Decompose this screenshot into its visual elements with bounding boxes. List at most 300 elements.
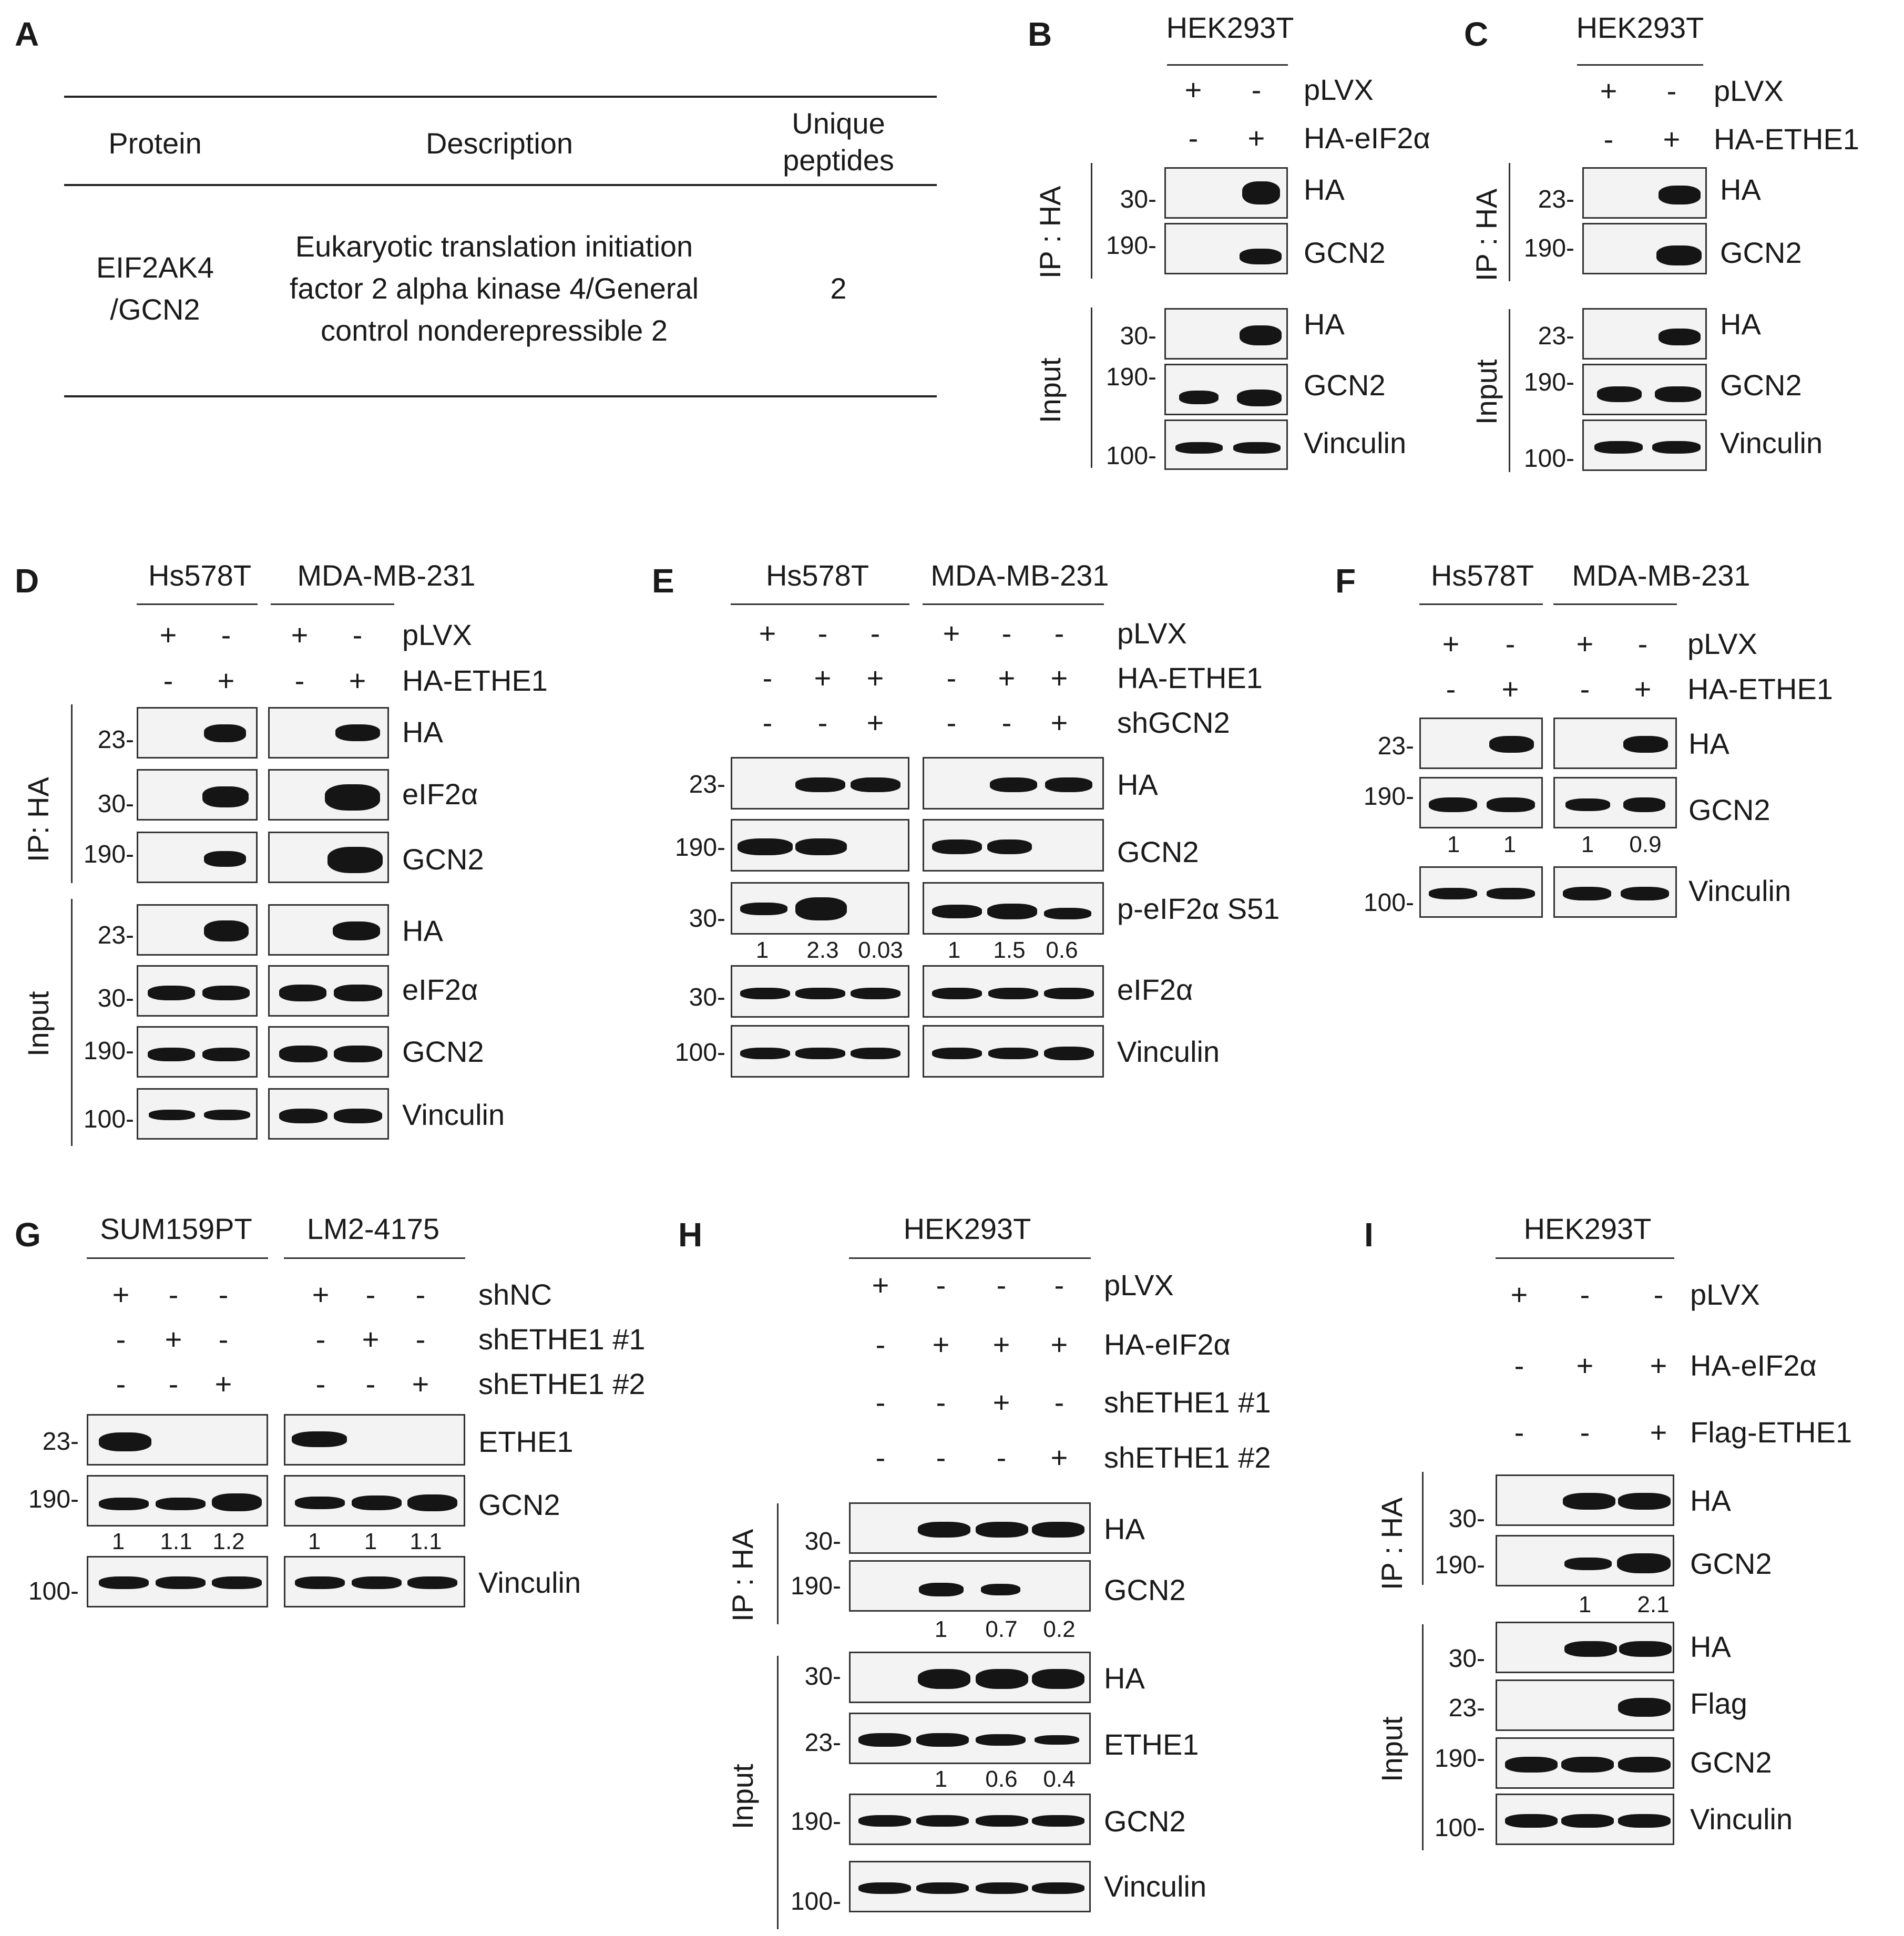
sign: +: [1442, 627, 1460, 660]
sign: -: [1188, 121, 1199, 155]
mw-marker: 30-: [1120, 322, 1156, 350]
treatment-shgcn2: shGCN2: [1117, 706, 1230, 739]
sign: +: [759, 617, 776, 650]
table-cell-protein-1: EIF2AK4: [96, 251, 214, 284]
cell-line-underline: [1167, 64, 1288, 66]
input-label: Input: [726, 1764, 759, 1829]
sign: -: [936, 1386, 946, 1419]
quant-value: 1: [934, 1766, 948, 1792]
mw-marker: 190-: [28, 1486, 79, 1513]
sign: -: [996, 1441, 1007, 1474]
cell-line-underline: [1419, 603, 1543, 605]
blot-ha-mda: [1553, 718, 1677, 769]
mw-marker: 190-: [1363, 783, 1414, 811]
blot-label-peif2a: p-eIF2α S51: [1117, 892, 1280, 925]
quant-value: 1: [755, 937, 769, 963]
sign: -: [1054, 617, 1064, 650]
table-cell-description-2: factor 2 alpha kinase 4/General: [289, 272, 699, 305]
sign: +: [1650, 1416, 1667, 1449]
mw-marker: 190-: [83, 1037, 134, 1065]
mw-marker: 30-: [804, 1528, 841, 1555]
sign: -: [365, 1278, 376, 1311]
mw-marker: 190-: [1105, 232, 1156, 260]
sign: -: [936, 1441, 946, 1474]
sign: -: [415, 1323, 426, 1356]
blot-label-ha: HA: [1688, 727, 1729, 760]
mw-marker: 23-: [97, 921, 134, 949]
sign: -: [294, 664, 305, 697]
sign: +: [312, 1278, 330, 1311]
mw-marker: 23-: [1448, 1694, 1485, 1722]
sign: -: [936, 1268, 946, 1302]
panel-label-i: I: [1364, 1216, 1374, 1254]
cell-line-label: MDA-MB-231: [1572, 559, 1751, 592]
sign: -: [1514, 1349, 1524, 1382]
mw-marker: 23-: [42, 1428, 79, 1456]
blot-label-vinculin: Vinculin: [1117, 1035, 1220, 1068]
blot-ip-ha: [1496, 1474, 1674, 1526]
blot-ip-ha-hs578t: [137, 707, 258, 759]
cell-line-label: Hs578T: [765, 559, 869, 592]
sign: -: [875, 1328, 886, 1361]
treatment-plvx: pLVX: [1117, 617, 1187, 650]
blot-label-ha: HA: [1117, 768, 1158, 801]
blot-label-ha: HA: [1720, 308, 1761, 341]
cell-line-underline: [284, 1257, 465, 1259]
cell-line-underline: [271, 603, 394, 605]
treatment-plvx: pLVX: [1690, 1278, 1760, 1311]
sign: -: [1603, 122, 1614, 156]
quant-value: 1.1: [160, 1529, 192, 1554]
sign: -: [1580, 1416, 1590, 1449]
quant-value: 0.6: [985, 1766, 1018, 1792]
quant-value: 1: [1581, 832, 1594, 857]
blot-label-gcn2: GCN2: [402, 1035, 484, 1068]
sign: +: [1634, 672, 1652, 705]
sign: -: [415, 1278, 426, 1311]
sign: +: [112, 1278, 130, 1311]
sign: -: [870, 617, 881, 650]
sign: -: [1001, 706, 1012, 739]
blot-vinculin-mda: [923, 1025, 1104, 1078]
blot-label-ha: HA: [1690, 1630, 1731, 1663]
sign: +: [1050, 706, 1068, 739]
sign: -: [116, 1367, 126, 1400]
cell-line-label: HEK293T: [903, 1212, 1031, 1245]
cell-line-label: LM2-4175: [306, 1212, 440, 1245]
blot-input-vinculin: [849, 1861, 1091, 1912]
sign: -: [218, 1323, 229, 1356]
blot-gcn2-hs578t: [731, 819, 909, 872]
blot-label-ha: HA: [1690, 1484, 1731, 1517]
blot-vinculin-mda: [1553, 866, 1677, 918]
cell-line-underline: [923, 603, 1104, 605]
sign: -: [1637, 627, 1648, 660]
sign: -: [762, 706, 773, 739]
table-header-protein: Protein: [108, 127, 202, 160]
mw-marker: 100-: [1363, 889, 1414, 917]
sign: -: [1580, 672, 1590, 705]
sign: -: [817, 706, 828, 739]
sign: +: [992, 1386, 1010, 1419]
blot-label-gcn2: GCN2: [1304, 236, 1386, 269]
blot-ha-hs578t: [731, 757, 909, 810]
mw-marker: 23-: [1538, 322, 1574, 350]
sign: +: [214, 1367, 232, 1400]
treatment-shnc: shNC: [478, 1278, 552, 1311]
blot-input-ha-hs578t: [137, 904, 258, 956]
sign: +: [1501, 672, 1519, 705]
sign: -: [1251, 73, 1262, 106]
cell-line-label: HEK293T: [1166, 11, 1294, 44]
sign: +: [412, 1367, 429, 1400]
blot-input-gcn2: [1582, 364, 1707, 415]
blot-input-gcn2: [1164, 364, 1288, 415]
blot-label-gcn2: GCN2: [1688, 793, 1770, 826]
treatment-shethe1-1: shETHE1 #1: [478, 1323, 646, 1356]
quant-value: 2.1: [1637, 1592, 1670, 1617]
table-header-rule: [64, 184, 937, 186]
ip-ha-label: IP : HA: [726, 1529, 759, 1622]
sign: +: [1576, 627, 1594, 660]
treatment-ha-eif2a: HA-eIF2α: [1690, 1349, 1817, 1382]
blot-ha-mda: [923, 757, 1104, 810]
sign: -: [221, 618, 231, 651]
mw-marker: 30-: [804, 1663, 841, 1691]
blot-input-flag: [1496, 1679, 1674, 1731]
mw-marker: 23-: [1538, 186, 1574, 213]
mw-marker: 100-: [790, 1888, 841, 1915]
ip-ha-label: IP : HA: [1033, 186, 1067, 279]
blot-ethe1-lm2: [284, 1414, 465, 1466]
treatment-shethe1-2: shETHE1 #2: [478, 1367, 646, 1400]
blot-input-ha: [1496, 1622, 1674, 1673]
sign: +: [1050, 1328, 1068, 1361]
sign: +: [872, 1268, 889, 1302]
quant-value: 1: [1447, 832, 1460, 857]
blot-input-vinculin-mda: [268, 1088, 389, 1140]
cell-line-underline: [87, 1257, 268, 1259]
quant-value: 1: [111, 1529, 125, 1554]
blot-label-gcn2: GCN2: [1720, 236, 1802, 269]
input-label: Input: [22, 991, 55, 1057]
mw-marker: 23-: [689, 771, 725, 798]
blot-input-gcn2-mda: [268, 1026, 389, 1078]
blot-ip-gcn2-hs578t: [137, 832, 258, 883]
cell-line-label: Hs578T: [148, 559, 252, 592]
quant-value: 1: [364, 1529, 377, 1554]
blot-ip-gcn2: [1582, 223, 1707, 274]
blot-label-vinculin: Vinculin: [1720, 426, 1823, 459]
sign: +: [1650, 1349, 1667, 1382]
mw-marker: 30-: [689, 984, 725, 1011]
mw-marker: 100-: [83, 1105, 134, 1133]
blot-label-gcn2: GCN2: [1690, 1746, 1772, 1779]
sign: -: [352, 618, 363, 651]
cell-line-underline: [1577, 64, 1703, 66]
treatment-plvx: pLVX: [1687, 627, 1757, 660]
sign: -: [1054, 1268, 1064, 1302]
cell-line-label: HEK293T: [1576, 11, 1704, 44]
mw-marker: 100-: [674, 1039, 725, 1067]
sign: +: [1663, 122, 1681, 156]
mw-marker: 30-: [1120, 186, 1156, 213]
table-bottom-rule: [64, 395, 937, 397]
cell-line-underline: [137, 603, 258, 605]
ip-bracket: [1509, 163, 1510, 281]
cell-line-label: MDA-MB-231: [297, 559, 476, 592]
blot-label-ha: HA: [1720, 173, 1761, 206]
sign: -: [168, 1367, 179, 1400]
mw-marker: 190-: [1105, 363, 1156, 391]
blot-label-eif2a: eIF2α: [402, 777, 478, 811]
sign: +: [932, 1328, 950, 1361]
quant-value: 0.2: [1043, 1616, 1076, 1642]
treatment-shethe1-1: shETHE1 #1: [1104, 1386, 1271, 1419]
blot-peif2a-hs578t: [731, 882, 909, 935]
sign: -: [218, 1278, 229, 1311]
blot-input-vinculin-hs578t: [137, 1088, 258, 1140]
sign: +: [349, 664, 366, 697]
mw-marker: 190-: [1523, 234, 1574, 262]
mw-marker: 23-: [804, 1729, 841, 1757]
blot-input-vinculin: [1496, 1794, 1674, 1845]
blot-ha-hs578t: [1419, 718, 1543, 769]
ip-ha-label: IP: HA: [22, 777, 55, 862]
ip-bracket: [777, 1503, 779, 1624]
quant-value: 0.9: [1629, 832, 1662, 857]
mw-marker: 100-: [1434, 1814, 1485, 1842]
sign: +: [1600, 74, 1618, 107]
quant-value: 1: [934, 1616, 948, 1642]
sign: -: [817, 617, 828, 650]
blot-input-ethe1: [849, 1713, 1091, 1764]
quant-value: 1: [947, 937, 961, 963]
sign: -: [315, 1367, 326, 1400]
cell-line-underline: [1553, 603, 1677, 605]
blot-input-vinculin: [1582, 419, 1707, 471]
blot-input-gcn2: [849, 1794, 1091, 1845]
sign: +: [1184, 73, 1202, 106]
quant-value: 0.7: [985, 1616, 1018, 1642]
sign: -: [875, 1441, 886, 1474]
sign: -: [1001, 617, 1012, 650]
blot-input-ha-mda: [268, 904, 389, 956]
blot-label-gcn2: GCN2: [1304, 368, 1386, 402]
sign: +: [814, 661, 832, 694]
sign: +: [943, 617, 960, 650]
blot-input-gcn2-hs578t: [137, 1026, 258, 1078]
table-header-description: Description: [425, 127, 574, 160]
treatment-ha-ethe1: HA-ETHE1: [1714, 122, 1859, 156]
blot-ip-ha: [849, 1502, 1091, 1554]
treatment-plvx: pLVX: [1304, 73, 1374, 106]
sign: -: [996, 1268, 1007, 1302]
blot-eif2a-hs578t: [731, 965, 909, 1018]
sign: -: [875, 1386, 886, 1419]
blot-label-vinculin: Vinculin: [478, 1566, 581, 1599]
blot-label-vinculin: Vinculin: [1304, 426, 1407, 459]
quant-value: 2.3: [806, 937, 839, 963]
panel-label-h: H: [678, 1216, 703, 1254]
blot-label-gcn2: GCN2: [478, 1488, 560, 1521]
mw-marker: 100-: [28, 1578, 79, 1605]
treatment-ha-ethe1: HA-ETHE1: [402, 664, 548, 697]
quant-value: 1.5: [993, 937, 1026, 963]
blot-label-gcn2: GCN2: [1104, 1805, 1186, 1838]
blot-input-eif2a-mda: [268, 965, 389, 1017]
table-cell-protein-2: /GCN2: [110, 293, 200, 326]
sign: -: [1446, 672, 1456, 705]
table-cell-description-3: control nonderepressible 2: [321, 314, 668, 347]
panel-label-d: D: [15, 562, 39, 600]
mw-marker: 30-: [97, 985, 134, 1012]
panel-label-c: C: [1464, 15, 1489, 53]
treatment-plvx: pLVX: [1714, 74, 1784, 107]
blot-label-vinculin: Vinculin: [1104, 1870, 1207, 1903]
blot-label-gcn2: GCN2: [402, 843, 484, 876]
panel-label-e: E: [652, 562, 674, 600]
blot-label-vinculin: Vinculin: [1690, 1802, 1793, 1836]
blot-vinculin-hs578t: [731, 1025, 909, 1078]
cell-line-label: MDA-MB-231: [930, 559, 1109, 592]
blot-ip-gcn2: [1164, 223, 1288, 274]
quant-value: 1: [1578, 1592, 1592, 1617]
panel-label-a: A: [15, 15, 39, 53]
mw-marker: 190-: [1523, 368, 1574, 396]
sign: -: [163, 664, 173, 697]
sign: -: [168, 1278, 179, 1311]
blot-gcn2-mda: [1553, 777, 1677, 828]
blot-ip-ha-mda: [268, 707, 389, 759]
treatment-plvx: pLVX: [402, 618, 472, 651]
blot-input-ha: [1582, 308, 1707, 360]
treatment-flag-ethe1: Flag-ETHE1: [1690, 1416, 1852, 1449]
sign: -: [1666, 74, 1677, 107]
sign: -: [946, 661, 957, 694]
blot-label-ha: HA: [402, 715, 443, 749]
mw-marker: 30-: [1448, 1505, 1485, 1533]
quant-value: 0.6: [1046, 937, 1078, 963]
blot-ip-gcn2-mda: [268, 832, 389, 883]
panel-label-f: F: [1335, 562, 1356, 600]
blot-label-ha: HA: [1104, 1512, 1145, 1545]
mw-marker: 100-: [1523, 445, 1574, 473]
sign: -: [762, 661, 773, 694]
sign: -: [1514, 1416, 1524, 1449]
mw-marker: 30-: [97, 790, 134, 818]
panel-label-g: G: [15, 1216, 41, 1254]
mw-marker: 30-: [689, 905, 725, 933]
mw-marker: 23-: [97, 726, 134, 754]
blot-vinculin-hs578t: [1419, 866, 1543, 918]
blot-label-ethe1: ETHE1: [478, 1425, 574, 1458]
sign: +: [1050, 1441, 1068, 1474]
blot-ip-gcn2: [1496, 1535, 1674, 1586]
blot-ip-eif2a-mda: [268, 769, 389, 821]
sign: +: [1510, 1278, 1528, 1311]
blot-eif2a-mda: [923, 965, 1104, 1018]
ip-ha-label: IP : HA: [1375, 1497, 1408, 1590]
mw-marker: 23-: [1377, 732, 1414, 760]
mw-marker: 190-: [790, 1572, 841, 1600]
blot-gcn2-lm2: [284, 1475, 465, 1527]
treatment-ha-eif2a: HA-eIF2α: [1104, 1328, 1231, 1361]
cell-line-label: Hs578T: [1430, 559, 1534, 592]
blot-label-vinculin: Vinculin: [402, 1098, 505, 1131]
blot-label-eif2a: eIF2α: [1117, 973, 1193, 1006]
blot-label-gcn2: GCN2: [1690, 1547, 1772, 1580]
blot-gcn2-sum159pt: [87, 1475, 268, 1527]
blot-label-ha: HA: [1104, 1662, 1145, 1695]
sign: -: [1505, 627, 1516, 660]
blot-label-ethe1: ETHE1: [1104, 1728, 1199, 1761]
blot-label-flag: Flag: [1690, 1687, 1747, 1720]
sign: +: [1576, 1349, 1594, 1382]
blot-label-eif2a: eIF2α: [402, 973, 478, 1006]
treatment-plvx: pLVX: [1104, 1268, 1174, 1302]
blot-ip-eif2a-hs578t: [137, 769, 258, 821]
sign: +: [159, 618, 177, 651]
quant-value: 1.2: [212, 1529, 245, 1554]
quant-value: 0.4: [1043, 1766, 1076, 1792]
ip-bracket: [1091, 163, 1092, 279]
table-header-unique-2: peptides: [783, 144, 894, 177]
sign: +: [866, 661, 884, 694]
blot-input-eif2a-hs578t: [137, 965, 258, 1017]
blot-ethe1-sum159pt: [87, 1414, 268, 1466]
quant-value: 0.03: [858, 937, 903, 963]
mw-marker: 190-: [83, 841, 134, 868]
sign: +: [291, 618, 309, 651]
blot-peif2a-mda: [923, 882, 1104, 935]
treatment-ha-ethe1: HA-ETHE1: [1117, 661, 1263, 694]
sign: +: [998, 661, 1016, 694]
sign: +: [362, 1323, 380, 1356]
treatment-shethe1-2: shETHE1 #2: [1104, 1441, 1271, 1474]
blot-label-ha: HA: [402, 914, 443, 947]
table-cell-peptides: 2: [830, 272, 847, 305]
treatment-ha-ethe1: HA-ETHE1: [1687, 672, 1833, 705]
mw-marker: 100-: [1105, 442, 1156, 470]
quant-value: 1: [1503, 832, 1517, 857]
sign: -: [315, 1323, 326, 1356]
blot-label-vinculin: Vinculin: [1688, 874, 1792, 907]
sign: +: [217, 664, 235, 697]
mw-marker: 190-: [1434, 1551, 1485, 1579]
blot-label-ha: HA: [1304, 173, 1345, 206]
blot-input-ha: [1164, 308, 1288, 360]
blot-input-ha: [849, 1652, 1091, 1703]
cell-line-label: SUM159PT: [100, 1212, 252, 1245]
cell-line-label: HEK293T: [1523, 1212, 1652, 1245]
blot-label-gcn2: GCN2: [1117, 835, 1199, 868]
quant-value: 1.1: [410, 1529, 442, 1554]
table-top-rule: [64, 96, 937, 98]
cell-line-underline: [849, 1257, 1091, 1259]
panel-label-b: B: [1028, 15, 1052, 53]
sign: -: [1653, 1278, 1664, 1311]
blot-label-ha: HA: [1304, 308, 1345, 341]
sign: +: [1050, 661, 1068, 694]
blot-ip-gcn2: [849, 1560, 1091, 1612]
table-cell-description-1: Eukaryotic translation initiation: [295, 230, 693, 263]
input-label: Input: [1375, 1716, 1408, 1782]
blot-gcn2-hs578t: [1419, 777, 1543, 828]
cell-line-underline: [1496, 1257, 1674, 1259]
blot-label-gcn2: GCN2: [1720, 368, 1802, 402]
blot-label-gcn2: GCN2: [1104, 1573, 1186, 1606]
